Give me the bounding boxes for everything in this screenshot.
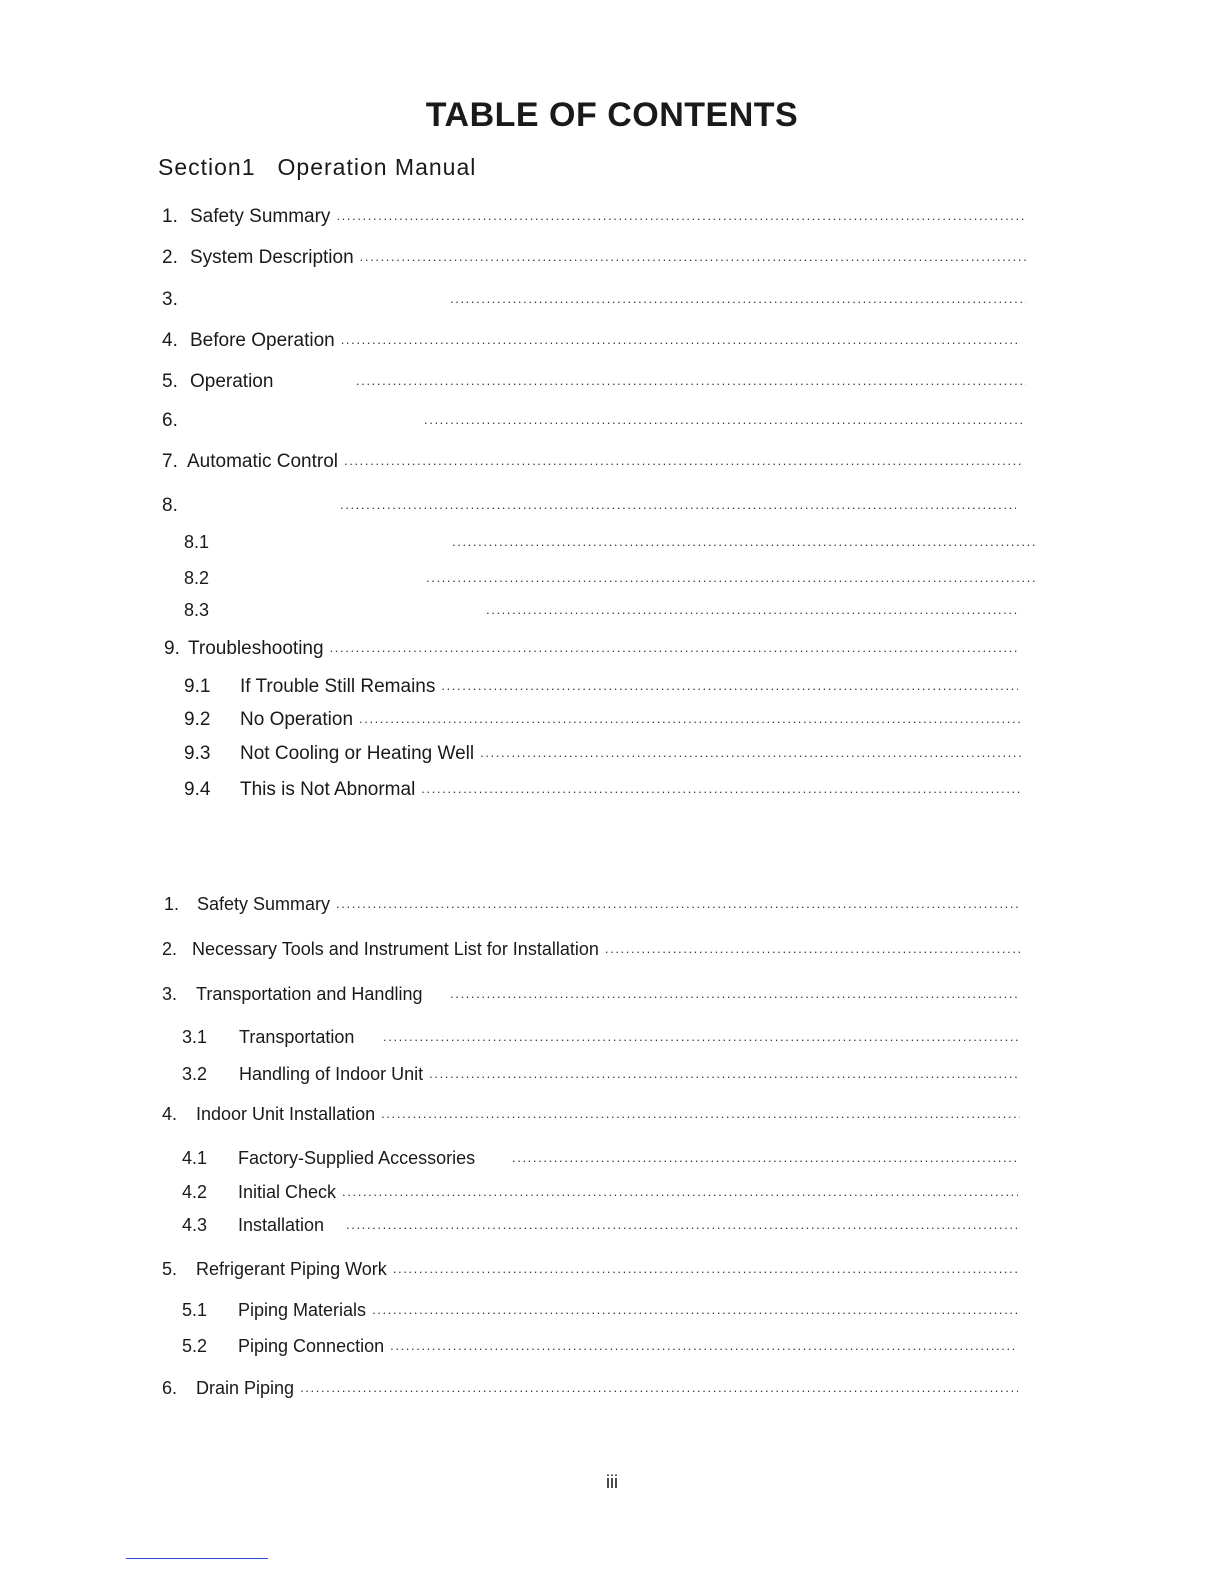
dot-leader: [356, 373, 1026, 388]
entry-label: Factory-Supplied Accessories: [238, 1148, 476, 1168]
entry-label: Transportation: [239, 1027, 355, 1047]
entry-number: 6.: [162, 410, 178, 431]
dot-leader: [383, 1029, 1018, 1044]
dot-leader: [512, 1150, 1018, 1165]
entry-number: 9.2: [184, 709, 211, 730]
toc-entry: [162, 984, 1018, 1005]
entry-number: 5.: [162, 371, 178, 392]
entry-label: Troubleshooting: [188, 638, 324, 659]
entry-label: Operation: [190, 371, 274, 392]
dot-leader: [340, 497, 1016, 512]
entry-number: 9.4: [184, 779, 211, 800]
toc-subentry: [184, 600, 1020, 621]
entry-number: 5.1: [182, 1300, 208, 1320]
toc-subentry: [182, 1300, 1018, 1321]
toc-entry: [164, 638, 1020, 660]
dot-leader: [372, 1302, 1018, 1317]
section-heading: [158, 154, 476, 181]
entry-number: 8.: [162, 495, 178, 516]
entry-label: Handling of Indoor Unit: [239, 1064, 424, 1084]
page-number: iii: [606, 1472, 618, 1492]
entry-number: 8.1: [184, 532, 210, 552]
entry-label: No Operation: [240, 709, 354, 730]
toc-subentry: [184, 676, 1018, 698]
toc-subentry: [184, 532, 1036, 553]
dot-leader: [393, 1261, 1020, 1276]
dot-leader: [429, 1066, 1018, 1081]
entry-label: Before Operation: [190, 330, 335, 351]
toc-subentry: [182, 1064, 1018, 1085]
entry-number: 1.: [164, 894, 180, 914]
entry-number: 6.: [162, 1378, 178, 1398]
entry-label: Piping Connection: [238, 1336, 385, 1356]
dot-leader: [421, 781, 1022, 796]
entry-number: 4.2: [182, 1182, 208, 1202]
entry-number: 1.: [162, 206, 178, 227]
entry-number: 3.: [162, 289, 178, 310]
toc-entry: [162, 1259, 1020, 1280]
entry-label: Necessary Tools and Instrument List for Installation: [192, 939, 599, 959]
entry-label: Drain Piping: [196, 1378, 295, 1398]
toc-subentry: [184, 743, 1022, 765]
toc-entry: [162, 289, 1026, 311]
dot-leader: [390, 1338, 1018, 1353]
toc-subentry: [182, 1182, 1018, 1203]
entry-label: Not Cooling or Heating Well: [240, 743, 475, 764]
page-title: TABLE OF CONTENTS: [425, 96, 799, 134]
entry-label: Automatic Control: [187, 451, 339, 472]
toc-subentry: [184, 779, 1022, 801]
toc-entry: [162, 1104, 1020, 1125]
toc-entry: [162, 495, 1016, 517]
entry-number: 2.: [162, 939, 178, 959]
entry-label: If Trouble Still Remains: [240, 676, 436, 697]
entry-number: 3.1: [182, 1027, 208, 1047]
entry-number: 5.: [162, 1259, 178, 1279]
toc-subentry: [184, 568, 1036, 589]
entry-number: 4.: [162, 1104, 178, 1124]
toc-entry: [162, 330, 1020, 352]
section-name: Operation Manual: [277, 154, 477, 180]
entry-number: 4.: [162, 330, 178, 351]
toc-entry: [162, 410, 1026, 432]
toc-subentry: [182, 1215, 1018, 1236]
dot-leader: [450, 291, 1026, 306]
entry-number: 9.: [164, 638, 180, 659]
dot-leader: [341, 332, 1020, 347]
dot-leader: [342, 1184, 1018, 1199]
toc-subentry: [184, 709, 1022, 731]
entry-label: System Description: [190, 247, 354, 268]
entry-number: 4.3: [182, 1215, 208, 1235]
dot-leader: [360, 249, 1026, 264]
dot-leader: [381, 1106, 1020, 1121]
dot-leader: [330, 640, 1020, 655]
footer-rule: [126, 1558, 268, 1559]
entry-number: 5.2: [182, 1336, 208, 1356]
dot-leader: [452, 534, 1036, 549]
entry-label: Piping Materials: [238, 1300, 367, 1320]
toc-entry: [162, 451, 1022, 473]
entry-label: This is Not Abnormal: [240, 779, 416, 800]
entry-number: 2.: [162, 247, 178, 268]
entry-number: 7.: [162, 451, 178, 472]
dot-leader: [441, 678, 1018, 693]
dot-leader: [426, 570, 1036, 585]
dot-leader: [300, 1380, 1018, 1395]
toc-subentry: [182, 1027, 1018, 1048]
dot-leader: [359, 711, 1022, 726]
entry-label: Installation: [238, 1215, 325, 1235]
dot-leader: [336, 896, 1018, 911]
entry-number: 3.2: [182, 1064, 208, 1084]
dot-leader: [336, 208, 1026, 223]
toc-entry: [162, 939, 1020, 960]
section-label: Section1: [158, 154, 256, 180]
entry-number: 3.: [162, 984, 178, 1004]
entry-number: 9.1: [184, 676, 211, 697]
entry-number: 8.3: [184, 600, 210, 620]
dot-leader: [424, 412, 1026, 427]
toc-subentry: [182, 1148, 1018, 1169]
dot-leader: [486, 602, 1020, 617]
dot-leader: [450, 986, 1018, 1001]
entry-label: Initial Check: [238, 1182, 337, 1202]
entry-label: Safety Summary: [190, 206, 331, 227]
toc-entry: [162, 1378, 1018, 1399]
entry-number: 9.3: [184, 743, 211, 764]
dot-leader: [346, 1217, 1018, 1232]
entry-label: Transportation and Handling: [196, 984, 423, 1004]
toc-entry: [162, 247, 1026, 269]
toc-entry: [162, 371, 1026, 393]
entry-label: Indoor Unit Installation: [196, 1104, 376, 1124]
entry-number: 4.1: [182, 1148, 208, 1168]
entry-label: Refrigerant Piping Work: [196, 1259, 387, 1279]
toc-subentry: [182, 1336, 1018, 1357]
dot-leader: [605, 941, 1020, 956]
toc-entry: [162, 206, 1026, 228]
entry-number: 8.2: [184, 568, 210, 588]
toc-entry: [164, 894, 1018, 915]
dot-leader: [480, 745, 1022, 760]
entry-label: Safety Summary: [197, 894, 331, 914]
dot-leader: [344, 453, 1022, 468]
